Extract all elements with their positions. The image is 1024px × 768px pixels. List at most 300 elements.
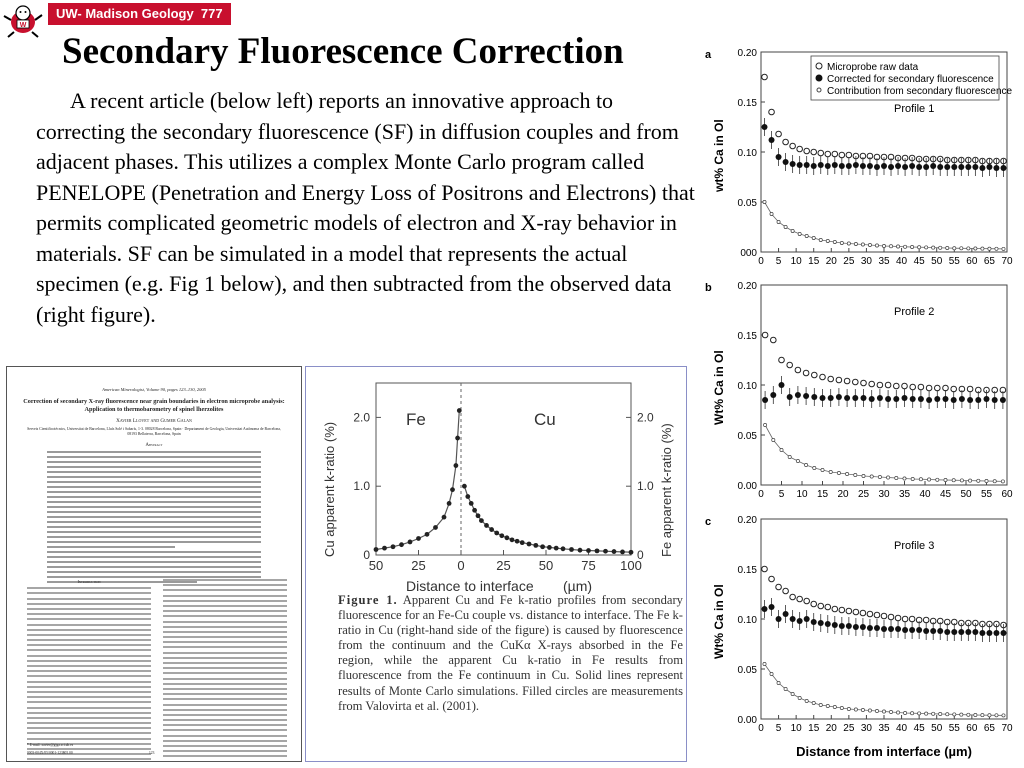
fig2-raw-point bbox=[771, 337, 777, 343]
fig2-sf-point bbox=[967, 713, 970, 716]
fig2-corrected-point bbox=[811, 619, 817, 625]
fig2-sf-point bbox=[878, 475, 881, 478]
fig2-sf-point bbox=[847, 242, 850, 245]
fig2-raw-point bbox=[860, 610, 866, 616]
fig2-corrected-point bbox=[951, 629, 957, 635]
fig2-corrected-point bbox=[844, 395, 850, 401]
fig1-data-point bbox=[629, 550, 634, 555]
fig2-sf-point bbox=[944, 478, 947, 481]
fig2-legend-marker bbox=[816, 75, 822, 81]
fig2-raw-point bbox=[895, 615, 901, 621]
fig2-profile-title: Profile 3 bbox=[894, 540, 935, 552]
fig2-corrected-point bbox=[825, 163, 831, 169]
fig2-sf-line bbox=[765, 202, 1004, 249]
fig2-sf-point bbox=[889, 710, 892, 713]
fig2-sf-point bbox=[925, 246, 928, 249]
fig2-legend-marker bbox=[816, 63, 822, 69]
fig2-sf-point bbox=[868, 709, 871, 712]
paper-affiliations: Serveis Cientificotècnics, Universitat de Barcelona, Lluís Solé i Sabarís, 1-3. 08028 Barcelona, Spain · Departament de Geologia, Universitat Autònoma de Barcelona, 08193 Bellaterra, Barcelona, Spain bbox=[27, 427, 281, 436]
fig1-data-point bbox=[569, 547, 574, 552]
fig2-corrected-point bbox=[937, 164, 943, 170]
fig2-ylabel: Wt% Ca in Ol bbox=[712, 350, 726, 425]
fig2-xtick-label: 55 bbox=[980, 489, 993, 500]
fig2-sf-point bbox=[875, 709, 878, 712]
fig2-xtick-label: 45 bbox=[939, 489, 952, 500]
fig2-sf-point bbox=[833, 705, 836, 708]
fig2-sf-point bbox=[932, 712, 935, 715]
fig2-corrected-point bbox=[958, 164, 964, 170]
fig2-corrected-point bbox=[869, 396, 875, 402]
fig2-sf-point bbox=[819, 238, 822, 241]
fig2-sf-point bbox=[862, 474, 865, 477]
fig2-corrected-point bbox=[993, 630, 999, 636]
fig1-data-point bbox=[447, 501, 452, 506]
fig2-sf-point bbox=[939, 246, 942, 249]
fig2-xtick-label: 30 bbox=[860, 723, 872, 734]
fig1-data-point bbox=[469, 501, 474, 506]
fig1-data-point bbox=[433, 525, 438, 530]
fig2-corrected-point bbox=[762, 124, 768, 130]
fig2-sf-point bbox=[967, 247, 970, 250]
fig2-raw-point bbox=[902, 383, 908, 389]
fig2-sf-point bbox=[837, 471, 840, 474]
fig2-corrected-point bbox=[776, 616, 782, 622]
fig2-sf-point bbox=[960, 713, 963, 716]
fig1-ylabel-left: Cu apparent k-ratio (%) bbox=[322, 421, 337, 557]
fig2-sf-point bbox=[919, 478, 922, 481]
fig2-xtick-label: 50 bbox=[931, 723, 943, 734]
fig2-corrected-point bbox=[937, 628, 943, 634]
fig2-corrected-point bbox=[986, 164, 992, 170]
fig2-raw-point bbox=[803, 370, 809, 376]
fig2-corrected-point bbox=[975, 397, 981, 403]
fig2-sf-point bbox=[805, 234, 808, 237]
fig2-corrected-point bbox=[832, 162, 838, 168]
fig2-corrected-point bbox=[836, 394, 842, 400]
fig2-sf-point bbox=[791, 229, 794, 232]
fig2-corrected-point bbox=[776, 154, 782, 160]
fig2-raw-point bbox=[790, 143, 796, 149]
paper-page-number: 123 bbox=[149, 751, 155, 755]
fig2-xtick-label: 35 bbox=[898, 489, 911, 500]
fig2-sf-point bbox=[854, 473, 857, 476]
fig2-xtick-label: 50 bbox=[931, 256, 943, 267]
fig2-xtick-label: 5 bbox=[775, 723, 782, 734]
fig2-corrected-point bbox=[867, 163, 873, 169]
fig2-ytick-label: 0.15 bbox=[737, 98, 757, 109]
fig1-data-point bbox=[499, 533, 504, 538]
fig2-ytick-label: 0.20 bbox=[737, 281, 757, 292]
fig2-sf-point bbox=[903, 477, 906, 480]
fig1-data-point bbox=[479, 518, 484, 523]
fig2-corrected-point bbox=[853, 624, 859, 630]
fig2-raw-point bbox=[769, 576, 775, 582]
fig2-sf-point bbox=[887, 476, 890, 479]
fig2-sf-point bbox=[953, 247, 956, 250]
fig1-data-point bbox=[457, 408, 462, 413]
fig2-sf-point bbox=[798, 232, 801, 235]
fig2-corrected-point bbox=[909, 163, 915, 169]
fig2-xtick-label: 50 bbox=[960, 489, 972, 500]
fig2-sf-point bbox=[780, 448, 783, 451]
fig1-data-point bbox=[472, 508, 477, 513]
fig2-corrected-point bbox=[867, 625, 873, 631]
fig2-raw-point bbox=[812, 372, 818, 378]
fig2-raw-point bbox=[869, 381, 875, 387]
fig1-xtick-label: 25 bbox=[496, 558, 511, 573]
fig2-xtick-label: 5 bbox=[775, 256, 782, 267]
fig2-raw-point bbox=[888, 614, 894, 620]
fig2-xtick-label: 70 bbox=[1001, 723, 1013, 734]
fig2-raw-point bbox=[874, 612, 880, 618]
fig2-sf-point bbox=[995, 714, 998, 717]
fig2-xtick-label: 20 bbox=[825, 723, 837, 734]
fig2-corrected-point bbox=[762, 606, 768, 612]
fig1-data-point bbox=[620, 550, 625, 555]
fig2-sf-point bbox=[821, 468, 824, 471]
fig2-corrected-point bbox=[958, 629, 964, 635]
fig1-data-point bbox=[586, 548, 591, 553]
fig2-raw-point bbox=[844, 378, 850, 384]
fig2-corrected-point bbox=[881, 626, 887, 632]
fig2-corrected-point bbox=[877, 395, 883, 401]
fig1-ytick-label-left: 1.0 bbox=[353, 479, 370, 494]
fig2-sf-point bbox=[896, 245, 899, 248]
fig2-sf-point bbox=[840, 241, 843, 244]
fig1-data-point bbox=[595, 548, 600, 553]
fig2-xtick-label: 35 bbox=[878, 256, 890, 267]
fig2-raw-point bbox=[820, 374, 826, 380]
fig1-data-point bbox=[540, 544, 545, 549]
fig2-raw-point bbox=[943, 385, 949, 391]
fig2-corrected-point bbox=[779, 382, 785, 388]
fig2-raw-point bbox=[787, 362, 793, 368]
fig2-sf-point bbox=[953, 713, 956, 716]
fig2-sf-point bbox=[988, 714, 991, 717]
fig2-legend-label: Contribution from secondary fluorescence bbox=[827, 86, 1013, 97]
fig2-corrected-point bbox=[992, 397, 998, 403]
fig2-sf-point bbox=[788, 455, 791, 458]
fig2-sf-point bbox=[813, 466, 816, 469]
fig2-sf-point bbox=[974, 713, 977, 716]
fig2-ytick-label: 0.20 bbox=[737, 515, 757, 526]
fig2-corrected-point bbox=[1000, 165, 1006, 171]
fig2-corrected-point bbox=[972, 164, 978, 170]
fig1-data-point bbox=[391, 544, 396, 549]
fig2-sf-point bbox=[946, 713, 949, 716]
figure-1-axes bbox=[353, 383, 654, 573]
fig2-corrected-point bbox=[916, 627, 922, 633]
fig2-sf-point bbox=[826, 704, 829, 707]
fig2-sf-point bbox=[770, 212, 773, 215]
fig1-simulation-line bbox=[376, 411, 459, 550]
fig2-raw-point bbox=[825, 151, 831, 157]
caption-label: Figure 1. bbox=[338, 593, 398, 607]
fig2-corrected-point bbox=[825, 621, 831, 627]
fig2-corrected-point bbox=[888, 164, 894, 170]
figure-1-marks bbox=[374, 408, 634, 555]
fig2-sf-point bbox=[903, 711, 906, 714]
figure-2-chart bbox=[699, 42, 1017, 764]
fig2-corrected-point bbox=[951, 397, 957, 403]
fig2-corrected-point bbox=[895, 626, 901, 632]
fig2-sf-point bbox=[882, 710, 885, 713]
fig2-raw-point bbox=[832, 151, 838, 157]
fig2-corrected-point bbox=[820, 395, 826, 401]
fig2-ytick-label: 0.05 bbox=[737, 431, 757, 442]
fig2-xtick-label: 60 bbox=[966, 723, 978, 734]
fig2-corrected-point bbox=[818, 162, 824, 168]
fig2-raw-point bbox=[795, 367, 801, 373]
fig2-sf-point bbox=[993, 480, 996, 483]
fig1-ylabel-right: Fe apparent k-ratio (%) bbox=[659, 423, 674, 557]
fig2-corrected-point bbox=[910, 396, 916, 402]
fig2-corrected-point bbox=[967, 397, 973, 403]
fig2-sf-point bbox=[772, 438, 775, 441]
fig2-sf-point bbox=[977, 479, 980, 482]
fig2-profile-title: Profile 1 bbox=[894, 103, 935, 115]
fig2-xtick-label: 20 bbox=[825, 256, 837, 267]
fig2-raw-point bbox=[846, 608, 852, 614]
fig2-sf-point bbox=[763, 662, 766, 665]
fig2-sf-point bbox=[985, 479, 988, 482]
fig2-sf-point bbox=[833, 240, 836, 243]
fig2-corrected-point bbox=[797, 162, 803, 168]
svg-text:W: W bbox=[19, 22, 27, 29]
fig2-corrected-point bbox=[839, 163, 845, 169]
fig2-corrected-point bbox=[770, 392, 776, 398]
fig2-raw-point bbox=[783, 139, 789, 145]
fig2-corrected-point bbox=[804, 162, 810, 168]
fig2-corrected-point bbox=[783, 159, 789, 165]
fig2-sf-point bbox=[868, 243, 871, 246]
fig2-sf-point bbox=[974, 247, 977, 250]
fig2-sf-point bbox=[805, 699, 808, 702]
fig2-raw-point bbox=[762, 566, 768, 572]
fig2-raw-point bbox=[818, 603, 824, 609]
fig2-xlabel: Distance from interface (µm) bbox=[796, 744, 972, 759]
fig2-corrected-point bbox=[769, 604, 775, 610]
fig2-corrected-point bbox=[832, 622, 838, 628]
fig2-xtick-label: 0 bbox=[758, 723, 764, 734]
fig2-xtick-label: 65 bbox=[983, 723, 995, 734]
fig2-corrected-point bbox=[893, 396, 899, 402]
fig2-legend-label: Corrected for secondary fluorescence bbox=[827, 74, 994, 85]
fig1-data-point bbox=[505, 535, 510, 540]
fig2-corrected-point bbox=[852, 395, 858, 401]
fig1-ytick-label-right: 0 bbox=[637, 548, 644, 562]
figure-1 bbox=[305, 366, 687, 762]
fig2-corrected-point bbox=[986, 630, 992, 636]
fig2-raw-point bbox=[839, 607, 845, 613]
fig2-corrected-point bbox=[860, 163, 866, 169]
fig2-corrected-point bbox=[965, 629, 971, 635]
fig2-ylabel: Wt% Ca in Ol bbox=[712, 584, 726, 659]
fig1-xtick-label: 50 bbox=[368, 558, 384, 573]
course-badge: UW- Madison Geology 777 bbox=[48, 3, 231, 25]
fig2-raw-point bbox=[762, 74, 768, 80]
fig2-xtick-label: 10 bbox=[790, 256, 802, 267]
fig2-xtick-label: 20 bbox=[837, 489, 849, 500]
fig2-sf-point bbox=[861, 243, 864, 246]
fig2-sf-point bbox=[829, 470, 832, 473]
paper-title: Correction of secondary X-ray fluorescence near grain boundaries in electron microprobe analysis: Application to thermobarometry of spinel lherzolites bbox=[23, 398, 285, 413]
fig2-raw-point bbox=[894, 383, 900, 389]
fig1-xtick-label: 75 bbox=[581, 558, 596, 573]
fig2-raw-point bbox=[825, 604, 831, 610]
fig2-sf-point bbox=[777, 681, 780, 684]
fig2-raw-point bbox=[902, 616, 908, 622]
fig2-corrected-point bbox=[916, 164, 922, 170]
fig2-sf-point bbox=[911, 477, 914, 480]
fig2-xtick-label: 30 bbox=[878, 489, 890, 500]
fig2-raw-point bbox=[935, 385, 941, 391]
fig2-xtick-label: 40 bbox=[896, 723, 908, 734]
body-paragraph: A recent article (below left) reports an innovative approach to correcting the secondary fluorescence (SF) in diffusion couples and from adjacent phases. This utilizes a complex Monte Carlo program called PENELOPE (Penetration and Energy Loss of Positrons and Electrons) that permits complicated geometric models of electron and X-ray behavior in materials. SF can be simulated in a model that represents the actual specimen (e.g. Fig 1 below), and then subtracted from the observed data (right figure). bbox=[36, 88, 695, 327]
fig2-sf-point bbox=[1002, 714, 1005, 717]
paper-columns bbox=[27, 579, 287, 762]
fig2-sf-point bbox=[1001, 480, 1004, 483]
fig2-corrected-point bbox=[944, 164, 950, 170]
caption-text: Apparent Cu and Fe k-ratio profiles from secondary fluorescence for an Fe-Cu couple vs. distance to interface. The Fe k-ratio in Cu (right-hand side of the figure) is caused by fluorescence from the continuum and the CuKα X-rays absorbed in the Fe region, while the apparent Cu k-ratio in Fe results from fluorescence from the Fe continuum in Cu. Solid lines represent results of Monte Carlo simulations. Filled circles are measurements from Valovirta et al. (2001). bbox=[338, 593, 683, 713]
fig2-corrected-point bbox=[965, 164, 971, 170]
fig2-xtick-label: 25 bbox=[843, 723, 855, 734]
fig2-sf-point bbox=[870, 475, 873, 478]
paper-journal: American Mineralogist, Volume 90, pages 123–130, 2005 bbox=[102, 387, 206, 392]
fig2-corrected-point bbox=[902, 164, 908, 170]
fig2-sf-point bbox=[969, 479, 972, 482]
fig2-corrected-point bbox=[804, 616, 810, 622]
fig2-corrected-point bbox=[923, 164, 929, 170]
fig1-data-point bbox=[561, 546, 566, 551]
fig2-corrected-point bbox=[803, 393, 809, 399]
fig2-ytick-label: 0.15 bbox=[737, 331, 757, 342]
fig2-corrected-point bbox=[1000, 397, 1006, 403]
fig2-corrected-point bbox=[1000, 630, 1006, 636]
paper-intro-heading: Introduction bbox=[77, 579, 101, 584]
fig2-sf-point bbox=[854, 242, 857, 245]
fig2-sf-point bbox=[812, 701, 815, 704]
figure-1-chart bbox=[306, 367, 688, 597]
fig2-raw-point bbox=[909, 616, 915, 622]
fig1-data-point bbox=[450, 487, 455, 492]
fig2-xtick-label: 30 bbox=[860, 256, 872, 267]
fig2-sf-point bbox=[861, 708, 864, 711]
fig2-corrected-point bbox=[818, 620, 824, 626]
figure-1-caption bbox=[338, 593, 683, 714]
fig2-corrected-point bbox=[881, 163, 887, 169]
fig1-ytick-label-left: 2.0 bbox=[353, 410, 370, 425]
fig2-raw-point bbox=[779, 357, 785, 363]
fig2-sf-point bbox=[928, 478, 931, 481]
fig2-corrected-point bbox=[979, 165, 985, 171]
fig1-data-point bbox=[382, 546, 387, 551]
fig2-raw-point bbox=[881, 613, 887, 619]
fig2-xtick-label: 0 bbox=[758, 256, 764, 267]
fig2-sf-point bbox=[840, 706, 843, 709]
fig2-corrected-point bbox=[943, 396, 949, 402]
fig2-corrected-point bbox=[972, 629, 978, 635]
fig2-raw-point bbox=[923, 617, 929, 623]
fig2-corrected-point bbox=[811, 163, 817, 169]
fig2-corrected-point bbox=[795, 392, 801, 398]
fig2-raw-point bbox=[910, 384, 916, 390]
fig1-data-point bbox=[527, 542, 532, 547]
fig2-corrected-point bbox=[979, 630, 985, 636]
fig2-xtick-label: 60 bbox=[1001, 489, 1013, 500]
fig2-raw-point bbox=[783, 588, 789, 594]
fig2-raw-point bbox=[861, 380, 867, 386]
fig1-data-point bbox=[533, 543, 538, 548]
fig2-raw-point bbox=[967, 386, 973, 392]
fig2-corrected-point bbox=[923, 628, 929, 634]
fig2-sf-point bbox=[847, 707, 850, 710]
fig2-legend-label: Microprobe raw data bbox=[827, 62, 919, 73]
fig2-xtick-label: 45 bbox=[913, 256, 925, 267]
fig2-corrected-point bbox=[930, 628, 936, 634]
fig2-sf-point bbox=[925, 712, 928, 715]
fig2-corrected-point bbox=[934, 396, 940, 402]
fig2-corrected-point bbox=[902, 627, 908, 633]
fig2-raw-point bbox=[804, 148, 810, 154]
fig2-corrected-point bbox=[885, 396, 891, 402]
fig2-xtick-label: 15 bbox=[816, 489, 829, 500]
fig2-ytick-label: 000 bbox=[740, 248, 757, 259]
fig2-corrected-point bbox=[860, 624, 866, 630]
fig2-corrected-point bbox=[839, 623, 845, 629]
label-fe: Fe bbox=[406, 410, 426, 429]
fig2-plot-frame bbox=[761, 285, 1007, 485]
fig2-ytick-label: 0.00 bbox=[737, 481, 757, 492]
fig2-sf-point bbox=[826, 239, 829, 242]
fig2-sf-point bbox=[846, 472, 849, 475]
fig1-simulation-line bbox=[464, 486, 631, 552]
fig2-corrected-point bbox=[951, 164, 957, 170]
fig1-data-point bbox=[578, 548, 583, 553]
fig1-xtick-label: 0 bbox=[457, 558, 465, 573]
fig2-xtick-label: 35 bbox=[878, 723, 890, 734]
fig2-corrected-point bbox=[846, 623, 852, 629]
fig2-raw-point bbox=[839, 152, 845, 158]
fig1-data-point bbox=[484, 523, 489, 528]
fig2-corrected-point bbox=[993, 165, 999, 171]
fig2-sf-point bbox=[932, 246, 935, 249]
fig1-data-point bbox=[547, 545, 552, 550]
fig2-corrected-point bbox=[828, 395, 834, 401]
fig2-corrected-point bbox=[790, 616, 796, 622]
fig2-sf-line bbox=[765, 425, 1003, 481]
fig2-legend-marker bbox=[817, 88, 821, 92]
fig2-corrected-point bbox=[895, 163, 901, 169]
fig2-corrected-point bbox=[902, 395, 908, 401]
fig2-sf-point bbox=[895, 476, 898, 479]
fig2-raw-point bbox=[818, 150, 824, 156]
fig2-corrected-point bbox=[918, 396, 924, 402]
fig2-sf-line bbox=[765, 664, 1004, 715]
fig2-panel-letter: c bbox=[705, 516, 712, 528]
fig2-sf-point bbox=[763, 200, 766, 203]
fig2-sf-point bbox=[875, 244, 878, 247]
fig2-corrected-point bbox=[959, 396, 965, 402]
fig1-data-point bbox=[425, 532, 430, 537]
fig2-panel-letter: b bbox=[705, 282, 712, 294]
fig2-raw-point bbox=[926, 385, 932, 391]
fig2-raw-point bbox=[811, 149, 817, 155]
fig2-sf-point bbox=[981, 247, 984, 250]
fig1-plot-frame bbox=[376, 383, 631, 555]
fig2-raw-point bbox=[811, 601, 817, 607]
fig2-xtick-label: 40 bbox=[919, 489, 931, 500]
